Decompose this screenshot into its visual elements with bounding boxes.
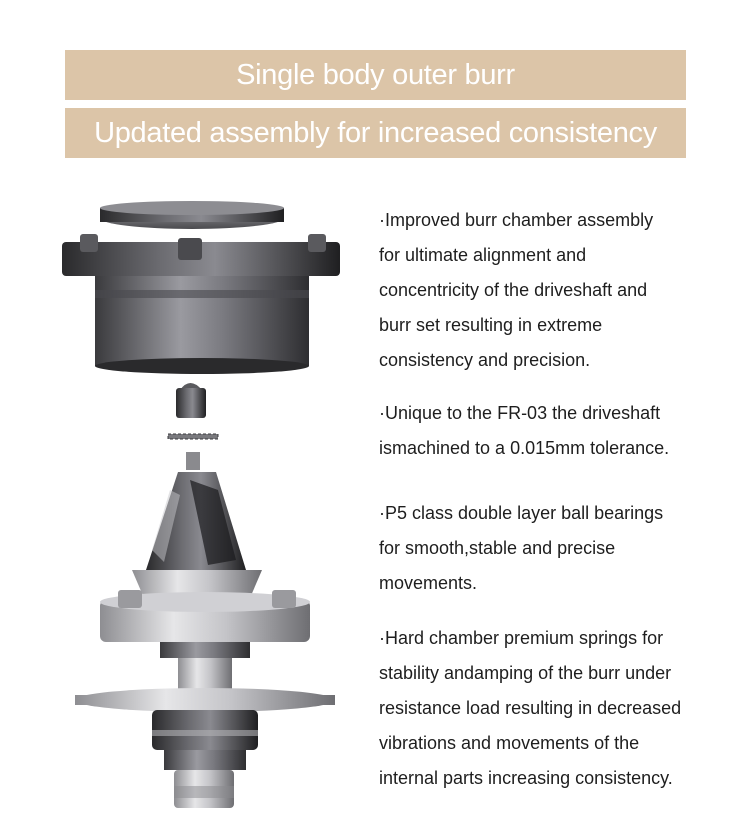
feature-line: movements. bbox=[379, 573, 478, 593]
bearing-carrier bbox=[100, 590, 310, 658]
feature-line: ·Hard chamber premium springs for bbox=[379, 628, 664, 648]
outer-burr-chamber bbox=[62, 234, 340, 374]
acorn-nut bbox=[176, 383, 206, 418]
feature-line: ismachined to a 0.015mm tolerance. bbox=[379, 438, 670, 458]
feature-item bbox=[379, 496, 729, 601]
inner-burr bbox=[132, 452, 262, 598]
feature-line: for ultimate alignment and bbox=[379, 245, 587, 265]
banner-subtitle: Updated assembly for increased consistency bbox=[94, 116, 657, 149]
feature-line: consistency and precision. bbox=[379, 350, 591, 370]
spring-washer bbox=[168, 434, 218, 439]
feature-line: vibrations and movements of the bbox=[379, 733, 640, 753]
feature-line: ·P5 class double layer ball bearings bbox=[379, 503, 664, 523]
feature-line: stability andamping of the burr under bbox=[379, 663, 672, 683]
feature-line: resistance load resulting in decreased bbox=[379, 698, 682, 718]
feature-line: ·Improved burr chamber assembly bbox=[379, 210, 654, 230]
title-banner bbox=[65, 50, 686, 100]
feature-item bbox=[379, 203, 729, 378]
feature-line: burr set resulting in extreme bbox=[379, 315, 603, 335]
base-plate bbox=[75, 688, 335, 712]
banner-title: Single body outer burr bbox=[236, 58, 515, 91]
feature-line: for smooth,stable and precise bbox=[379, 538, 616, 558]
top-ring bbox=[100, 201, 284, 229]
feature-item bbox=[379, 396, 729, 466]
feature-line: concentricity of the driveshaft and bbox=[379, 280, 648, 300]
feature-line: ·Unique to the FR-03 the driveshaft bbox=[379, 403, 661, 423]
ball-bearings bbox=[152, 710, 258, 770]
feature-line: internal parts increasing consistency. bbox=[379, 768, 673, 788]
bottom-shaft bbox=[174, 770, 234, 808]
burr-assembly-exploded-illustration bbox=[40, 190, 370, 820]
feature-item bbox=[379, 621, 729, 796]
subtitle-banner bbox=[65, 108, 686, 158]
